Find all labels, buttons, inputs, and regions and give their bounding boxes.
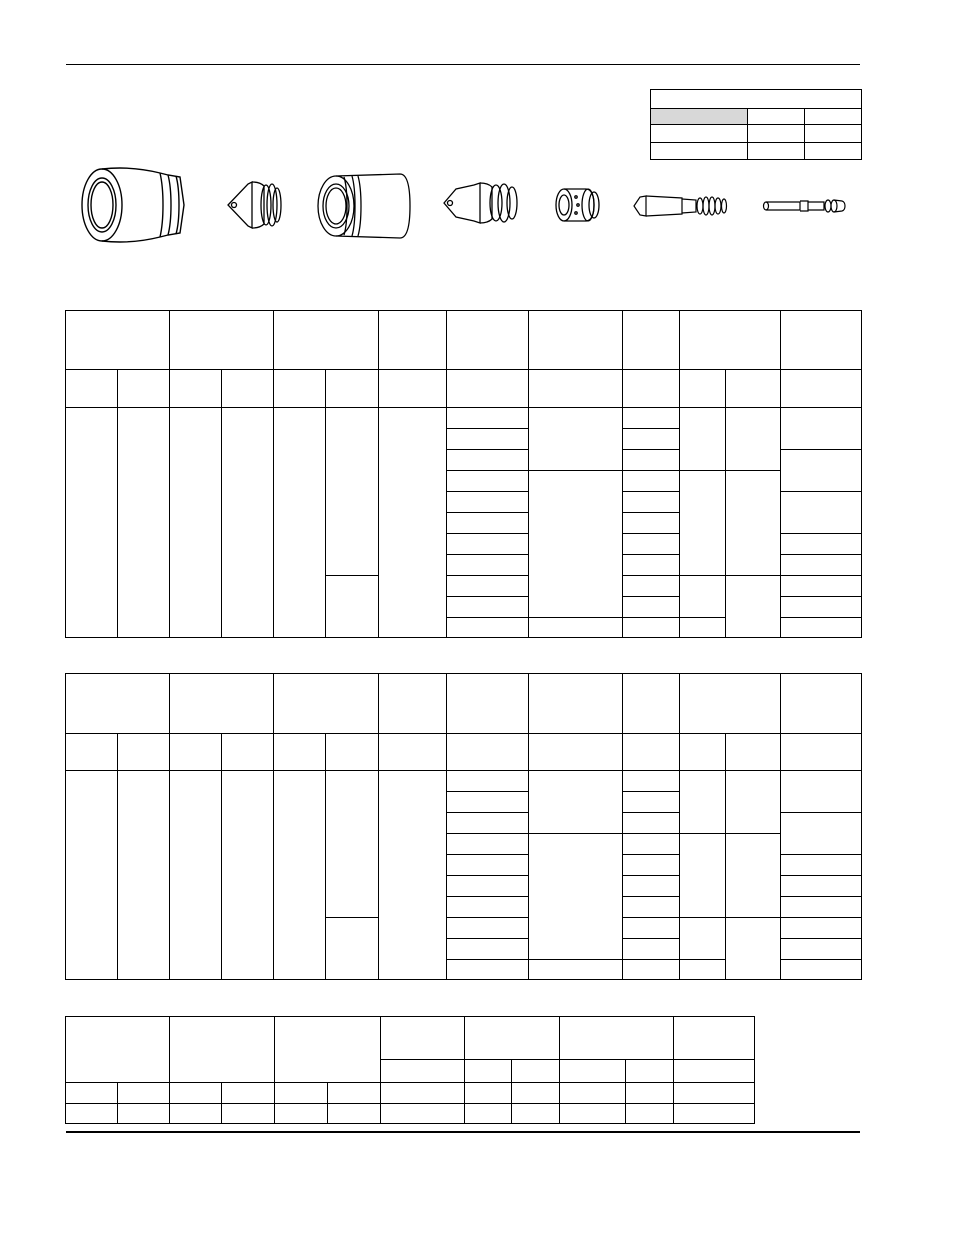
data-cell	[560, 1104, 626, 1124]
data-cell	[623, 618, 680, 638]
data-cell	[623, 939, 680, 960]
data-cell	[623, 576, 680, 597]
data-cell	[529, 771, 623, 834]
header-cell	[274, 674, 379, 734]
data-cell	[222, 1104, 275, 1124]
subheader-cell	[447, 370, 529, 408]
data-cell	[781, 960, 862, 980]
data-cell	[781, 897, 862, 918]
data-cell	[118, 408, 170, 638]
data-cell	[781, 939, 862, 960]
header-cell	[447, 311, 529, 370]
data-cell	[623, 534, 680, 555]
data-cell	[623, 960, 680, 980]
data-cell	[674, 1104, 755, 1124]
subheader-cell	[326, 370, 379, 408]
data-cell	[623, 492, 680, 513]
subheader-cell	[118, 1083, 170, 1104]
header-cell	[623, 311, 680, 370]
subheader-cell	[680, 734, 726, 771]
legend-cell	[805, 125, 862, 143]
subheader-cell	[222, 734, 274, 771]
data-cell	[274, 408, 326, 638]
subheader-cell	[680, 370, 726, 408]
subheader-cell	[118, 370, 170, 408]
data-cell	[529, 408, 623, 471]
data-cell	[447, 492, 529, 513]
header-cell	[66, 674, 170, 734]
data-cell	[726, 576, 781, 638]
data-cell	[447, 576, 529, 597]
header-cell	[170, 1017, 275, 1083]
data-cell	[623, 471, 680, 492]
shield-cap-icon	[80, 165, 190, 245]
subheader-cell	[274, 734, 326, 771]
legend-table	[650, 89, 862, 160]
nozzle-with-retainer-icon	[440, 179, 520, 227]
data-cell	[726, 771, 781, 834]
subheader-cell	[66, 370, 118, 408]
subheader-cell	[529, 734, 623, 771]
subheader-cell	[674, 1083, 755, 1104]
data-cell	[781, 534, 862, 555]
data-cell	[781, 618, 862, 638]
data-cell	[447, 960, 529, 980]
subheader-cell	[626, 1060, 674, 1083]
data-cell	[623, 513, 680, 534]
data-cell	[626, 1104, 674, 1124]
data-cell	[379, 771, 447, 980]
data-cell	[447, 855, 529, 876]
swirl-ring-icon	[552, 185, 602, 225]
data-cell	[623, 897, 680, 918]
header-cell	[66, 1017, 170, 1083]
header-cell	[275, 1017, 381, 1083]
header-cell	[170, 311, 274, 370]
data-cell	[447, 513, 529, 534]
data-cell	[623, 555, 680, 576]
data-cell	[623, 918, 680, 939]
subheader-cell	[379, 734, 447, 771]
subheader-cell	[465, 1083, 512, 1104]
subheader-cell	[222, 1083, 275, 1104]
data-cell	[447, 450, 529, 471]
data-cell	[447, 792, 529, 813]
subheader-cell	[379, 370, 447, 408]
header-cell	[529, 674, 623, 734]
data-cell	[447, 618, 529, 638]
data-cell	[512, 1104, 560, 1124]
data-cell	[623, 771, 680, 792]
data-cell	[447, 534, 529, 555]
data-cell	[381, 1104, 465, 1124]
data-cell	[781, 576, 862, 597]
header-cell	[529, 311, 623, 370]
subheader-cell	[326, 734, 379, 771]
subheader-cell	[66, 1083, 118, 1104]
legend-cell	[748, 143, 805, 160]
data-cell	[726, 834, 781, 918]
data-cell	[680, 960, 726, 980]
subheader-cell	[328, 1083, 381, 1104]
data-cell	[326, 918, 379, 980]
header-cell	[680, 311, 781, 370]
subheader-cell	[170, 734, 222, 771]
subheader-cell	[781, 370, 862, 408]
electrode-icon	[630, 191, 730, 221]
data-cell	[222, 408, 274, 638]
header-cell	[623, 674, 680, 734]
header-cell	[379, 674, 447, 734]
data-cell	[623, 429, 680, 450]
subheader-cell	[66, 734, 118, 771]
subheader-cell	[170, 370, 222, 408]
data-cell	[781, 597, 862, 618]
water-tube-icon	[760, 196, 850, 216]
data-cell	[680, 834, 726, 918]
data-cell	[781, 918, 862, 939]
data-cell	[447, 408, 529, 429]
data-cell	[781, 492, 862, 534]
data-cell	[623, 792, 680, 813]
data-cell	[623, 597, 680, 618]
data-cell	[447, 834, 529, 855]
data-cell	[529, 834, 623, 960]
data-cell	[623, 876, 680, 897]
subheader-cell	[170, 1083, 222, 1104]
data-cell	[781, 771, 862, 813]
header-cell	[674, 1017, 755, 1060]
subheader-cell	[623, 734, 680, 771]
header-cell	[781, 674, 862, 734]
subheader-cell	[118, 734, 170, 771]
legend-cell	[651, 125, 748, 143]
data-cell	[781, 855, 862, 876]
process-table-2	[65, 673, 862, 980]
data-cell	[326, 771, 379, 918]
data-cell	[66, 1104, 118, 1124]
data-cell	[447, 429, 529, 450]
header-cell	[781, 311, 862, 370]
header-cell	[465, 1017, 560, 1060]
legend-title-cell	[651, 90, 862, 109]
data-cell	[379, 408, 447, 638]
data-cell	[680, 771, 726, 834]
data-cell	[447, 471, 529, 492]
legend-cell	[748, 125, 805, 143]
footer-rule	[66, 1131, 860, 1133]
data-cell	[118, 771, 170, 980]
subheader-cell	[623, 370, 680, 408]
legend-cell	[651, 143, 748, 160]
legend-cell	[748, 109, 805, 125]
data-cell	[623, 450, 680, 471]
data-cell	[447, 597, 529, 618]
header-cell	[381, 1017, 465, 1060]
data-cell	[726, 471, 781, 576]
data-cell	[66, 408, 118, 638]
header-rule	[66, 64, 860, 65]
data-cell	[170, 1104, 222, 1124]
data-cell	[680, 408, 726, 471]
data-cell	[680, 918, 726, 960]
data-cell	[170, 771, 222, 980]
data-cell	[680, 576, 726, 618]
header-cell	[66, 311, 170, 370]
subheader-cell	[560, 1083, 626, 1104]
header-cell	[560, 1017, 674, 1060]
subheader-cell	[512, 1083, 560, 1104]
data-cell	[781, 813, 862, 855]
legend-cell	[805, 143, 862, 160]
data-cell	[465, 1104, 512, 1124]
data-cell	[781, 450, 862, 492]
data-cell	[328, 1104, 381, 1124]
subheader-cell	[726, 734, 781, 771]
data-cell	[275, 1104, 328, 1124]
data-cell	[623, 408, 680, 429]
header-cell	[379, 311, 447, 370]
data-cell	[447, 939, 529, 960]
data-cell	[726, 408, 781, 471]
data-cell	[447, 555, 529, 576]
data-cell	[529, 618, 623, 638]
data-cell	[781, 876, 862, 897]
data-cell	[118, 1104, 170, 1124]
data-cell	[680, 618, 726, 638]
subheader-cell	[726, 370, 781, 408]
data-cell	[447, 771, 529, 792]
data-cell	[680, 471, 726, 576]
subheader-cell	[447, 734, 529, 771]
nozzle-icon	[222, 176, 282, 234]
process-table-3	[65, 1016, 755, 1124]
data-cell	[447, 876, 529, 897]
legend-shaded-cell	[651, 109, 748, 125]
subheader-cell	[381, 1060, 465, 1083]
subheader-cell	[381, 1083, 465, 1104]
data-cell	[222, 771, 274, 980]
subheader-cell	[222, 370, 274, 408]
data-cell	[726, 918, 781, 980]
legend-cell	[805, 109, 862, 125]
subheader-cell	[560, 1060, 626, 1083]
header-cell	[447, 674, 529, 734]
data-cell	[170, 408, 222, 638]
subheader-cell	[465, 1060, 512, 1083]
header-cell	[274, 311, 379, 370]
data-cell	[623, 855, 680, 876]
data-cell	[274, 771, 326, 980]
data-cell	[529, 960, 623, 980]
subheader-cell	[274, 370, 326, 408]
data-cell	[66, 771, 118, 980]
data-cell	[623, 813, 680, 834]
data-cell	[447, 813, 529, 834]
data-cell	[781, 408, 862, 450]
process-table-1	[65, 310, 862, 638]
subheader-cell	[512, 1060, 560, 1083]
header-cell	[680, 674, 781, 734]
subheader-cell	[781, 734, 862, 771]
data-cell	[623, 834, 680, 855]
data-cell	[326, 576, 379, 638]
subheader-cell	[626, 1083, 674, 1104]
subheader-cell	[275, 1083, 328, 1104]
data-cell	[447, 897, 529, 918]
retaining-cap-icon	[314, 170, 414, 242]
data-cell	[781, 555, 862, 576]
subheader-cell	[674, 1060, 755, 1083]
header-cell	[170, 674, 274, 734]
subheader-cell	[529, 370, 623, 408]
data-cell	[326, 408, 379, 576]
data-cell	[529, 471, 623, 618]
data-cell	[447, 918, 529, 939]
